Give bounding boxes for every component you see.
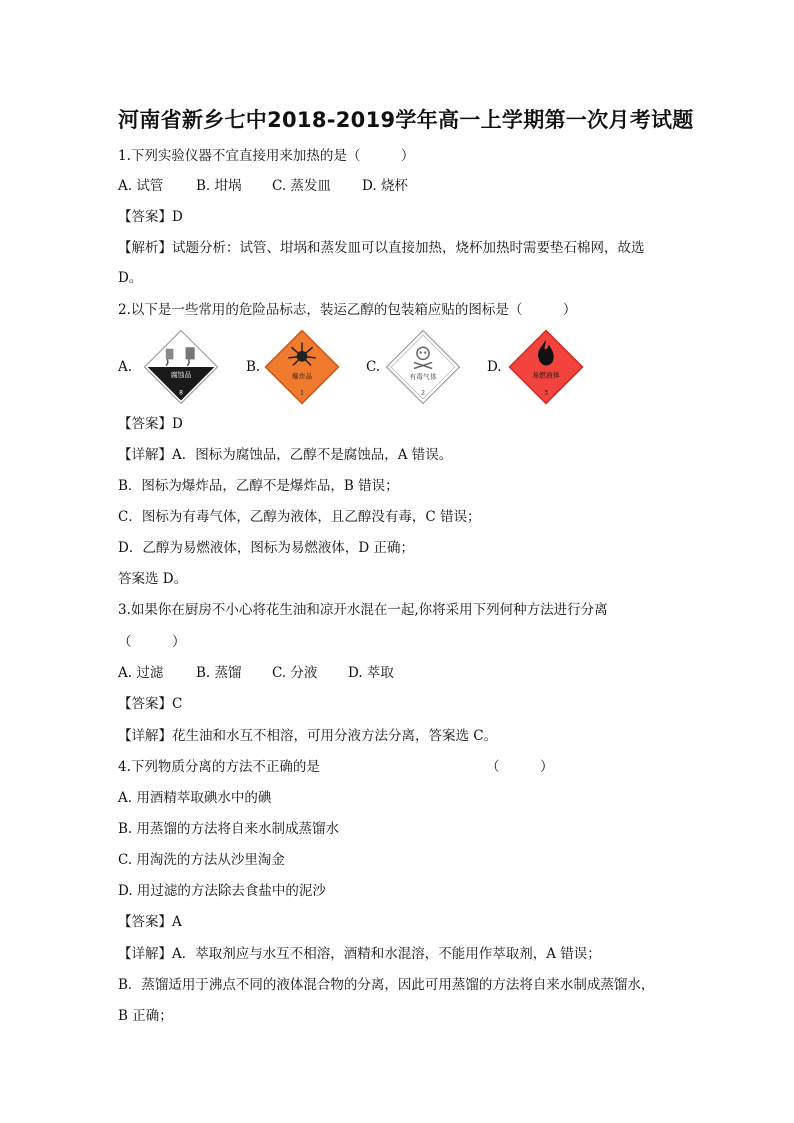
q3-stem-line1: 3.如果你在厨房不小心将花生油和凉开水混在一起,你将采用下列何种方法进行分离 bbox=[118, 602, 608, 618]
corrosive-sign-number: 8 bbox=[179, 389, 183, 397]
q1-option-a: A. 试管 bbox=[118, 178, 164, 194]
q4-option-a: A. 用酒精萃取碘水中的碘 bbox=[118, 790, 272, 806]
flammable-liquid-sign-number: 3 bbox=[544, 389, 548, 397]
toxic-gas-sign-number: 2 bbox=[421, 389, 425, 397]
q2-detail-line5: 答案选 D。 bbox=[118, 571, 188, 587]
q1-stem: 1.下列实验仪器不宜直接用来加热的是（ ） bbox=[118, 148, 415, 164]
q4-stem-paren: （ ） bbox=[486, 759, 554, 775]
q2-stem: 2.以下是一些常用的危险品标志，装运乙醇的包装箱应贴的图标是（ ） bbox=[118, 302, 577, 318]
q3-answer: 【答案】C bbox=[118, 696, 183, 712]
toxic-gas-sign-icon bbox=[385, 329, 461, 405]
corrosive-sign-icon bbox=[143, 329, 219, 405]
q2-option-a-letter: A. bbox=[118, 359, 133, 375]
q1-option-b: B. 坩埚 bbox=[196, 178, 242, 194]
q4-option-c: C. 用淘洗的方法从沙里淘金 bbox=[118, 852, 285, 868]
q4-detail-line2: B．蒸馏适用于沸点不同的液体混合物的分离，因此可用蒸馏的方法将自来水制成蒸馏水， bbox=[118, 977, 655, 993]
q2-detail-line3: C．图标为有毒气体，乙醇为液体，且乙醇没有毒，C 错误； bbox=[118, 509, 481, 525]
q4-stem: 4.下列物质分离的方法不正确的是 bbox=[118, 759, 320, 775]
q3-option-b: B. 蒸馏 bbox=[196, 665, 242, 681]
corrosive-sign-label: 腐蚀品 bbox=[170, 370, 192, 379]
q1-option-d: D. 烧杯 bbox=[362, 178, 408, 194]
q1-answer: 【答案】D bbox=[118, 209, 183, 225]
q1-option-c: C. 蒸发皿 bbox=[272, 178, 331, 194]
q1-analysis-line1: 【解析】试题分析：试管、坩埚和蒸发皿可以直接加热，烧杯加热时需要垫石棉网，故选 bbox=[118, 240, 645, 256]
q1-analysis-line2: D。 bbox=[118, 270, 143, 286]
exam-title: 河南省新乡七中2018-2019学年高一上学期第一次月考试题 bbox=[118, 108, 694, 132]
q3-option-a: A. 过滤 bbox=[118, 665, 164, 681]
explosive-sign-icon bbox=[264, 329, 340, 405]
flammable-liquid-sign-label: 易燃液体 bbox=[532, 371, 560, 380]
toxic-gas-sign-label: 有毒气体 bbox=[409, 373, 437, 382]
q3-option-d: D. 萃取 bbox=[348, 665, 394, 681]
q4-detail-line3: B 正确； bbox=[118, 1008, 173, 1024]
q2-option-d-letter: D. bbox=[487, 359, 502, 375]
q3-stem-line2: （ ） bbox=[118, 634, 186, 650]
q2-detail-line2: B．图标为爆炸品，乙醇不是爆炸品，B 错误； bbox=[118, 478, 399, 494]
q2-answer: 【答案】D bbox=[118, 416, 183, 432]
q2-detail-line4: D．乙醇为易燃液体，图标为易燃液体，D 正确； bbox=[118, 540, 414, 556]
q3-option-c: C. 分液 bbox=[272, 665, 318, 681]
q4-answer: 【答案】A bbox=[118, 914, 182, 930]
q2-detail-line1: 【详解】A．图标为腐蚀品，乙醇不是腐蚀品，A 错误。 bbox=[118, 447, 453, 463]
explosive-sign-number: 1 bbox=[300, 389, 304, 397]
flammable-liquid-sign-icon bbox=[508, 329, 584, 405]
q2-option-c-letter: C. bbox=[366, 359, 381, 375]
explosive-sign-label: 爆炸品 bbox=[291, 372, 313, 381]
q2-option-b-letter: B. bbox=[246, 359, 261, 375]
q4-option-b: B. 用蒸馏的方法将自来水制成蒸馏水 bbox=[118, 821, 340, 837]
q3-detail: 【详解】花生油和水互不相溶，可用分液方法分离，答案选 C。 bbox=[118, 728, 498, 744]
q4-detail-line1: 【详解】A．萃取剂应与水互不相溶，酒精和水混溶，不能用作萃取剂，A 错误； bbox=[118, 946, 601, 962]
q4-option-d: D. 用过滤的方法除去食盐中的泥沙 bbox=[118, 883, 326, 899]
